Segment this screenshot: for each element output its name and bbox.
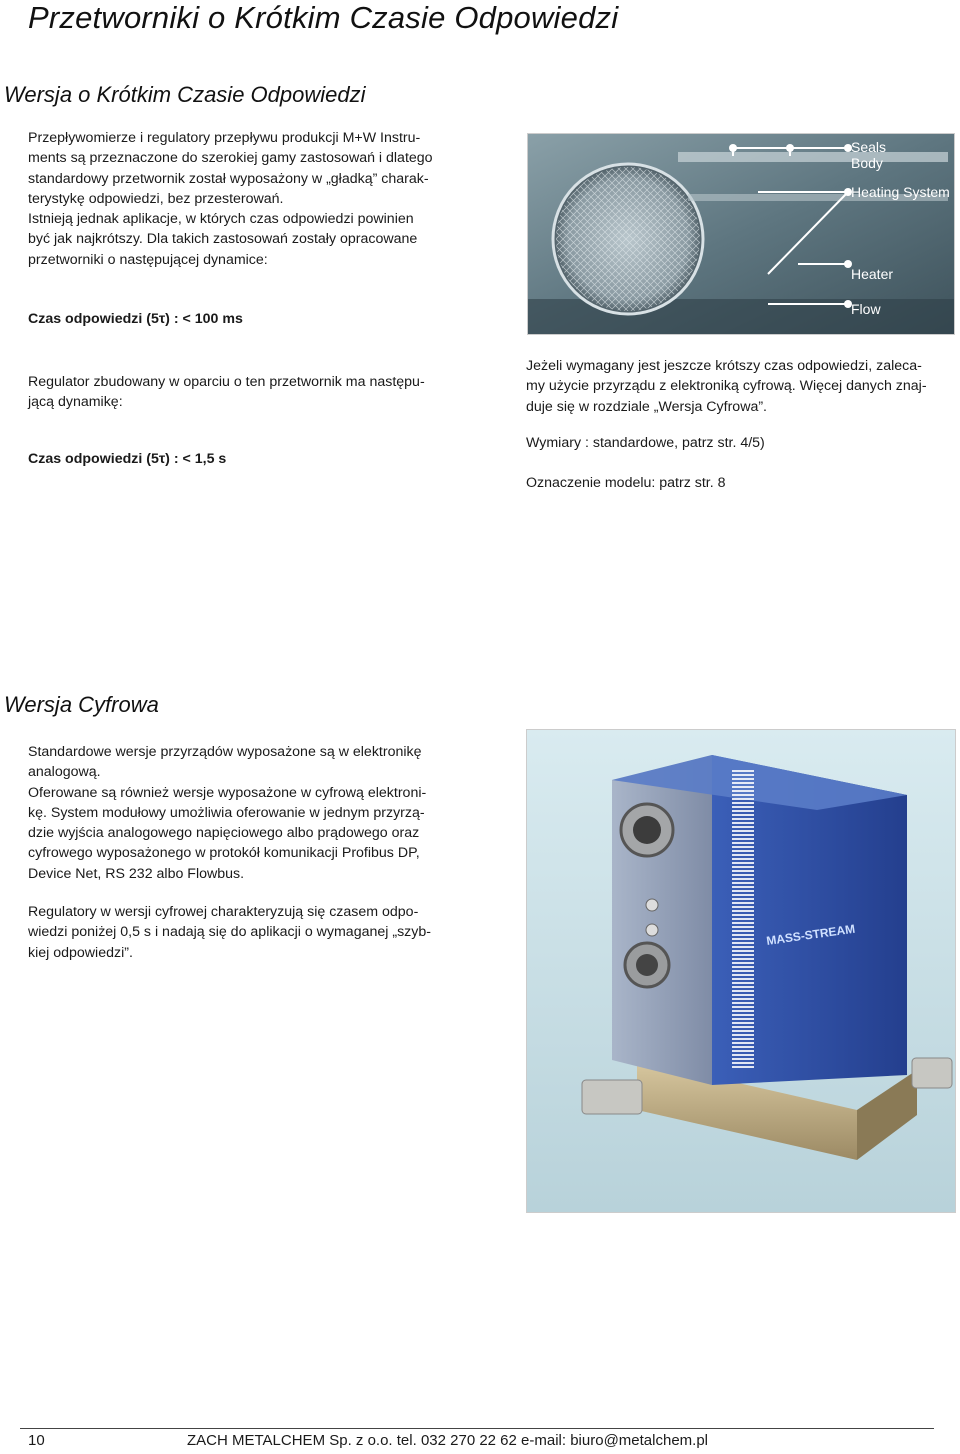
mass-stream-device (527, 730, 955, 1212)
response-time-regulator: Czas odpowiedzi (5τ) : < 1,5 s (28, 451, 227, 467)
right-line: duje się w rozdziale „Wersja Cyfrowa”. (526, 398, 768, 415)
intro-line: terystykę odpowiedzi, bez przesterowań. (28, 190, 284, 207)
digital-line: cyfrowego wyposażonego w protokół komunikacji Profibus DP, (28, 845, 420, 862)
sensor-diagram-photo (527, 133, 955, 335)
intro-line: ments są przeznaczone do szerokiej gamy zastosowań i dlatego (28, 150, 433, 167)
page-title: Przetworniki o Krótkim Czasie Odpowiedzi (28, 0, 619, 35)
digital-line: Regulatory w wersji cyfrowej charakteryzują się czasem odpo- (28, 904, 419, 920)
footer-contact: ZACH METALCHEM Sp. z o.o. tel. 032 270 22 62 e-mail: biuro@metalchem.pl (187, 1432, 708, 1449)
right-fitting (912, 1058, 952, 1088)
intro-line: być jak najkrótszy. Dla takich zastosowań zostały opracowane (28, 231, 418, 248)
digital-line: Oferowane są również wersje wyposażone w cyfrową elektroni- (28, 784, 427, 801)
footer-divider (20, 1428, 934, 1429)
left-fitting (582, 1080, 642, 1114)
intro-line: Przepływomierze i regulatory przepływu produkcji M+W Instru- (28, 130, 421, 146)
digital-line: Standardowe wersje przyrządów wyposażone są w elektronikę (28, 744, 422, 760)
regulator-line: Regulator zbudowany w oparciu o ten przetwornik ma następu- (28, 374, 425, 390)
side-panel (612, 755, 712, 1085)
digital-paragraph-1 (28, 742, 508, 884)
digital-line: analogową. (28, 764, 101, 781)
device-photo (526, 729, 956, 1213)
regulator-paragraph (28, 372, 498, 413)
intro-line: Istnieją jednak aplikacje, w których czas odpowiedzi powinien (28, 211, 414, 228)
model-text: Oznaczenie modelu: patrz str. 8 (526, 475, 726, 491)
sensor-diagram (528, 134, 954, 334)
right-line: my użycie przyrządu z elektroniką cyfrową. Więcej danych znaj- (526, 378, 927, 395)
right-paragraph (526, 356, 956, 417)
label-flow: Flow (851, 301, 881, 317)
right-line: Jeżeli wymagany jest jeszcze krótszy czas odpowiedzi, zaleca- (526, 358, 922, 374)
digital-line: kiej odpowiedzi”. (28, 944, 133, 961)
label-heating-system: Heating System (851, 184, 950, 200)
label-body: Body (851, 155, 883, 171)
regulator-line: jącą dynamikę: (28, 394, 123, 411)
response-time-fast: Czas odpowiedzi (5τ) : < 100 ms (28, 311, 243, 327)
intro-paragraph (28, 128, 498, 270)
label-seals: Seals (851, 139, 887, 155)
digital-line: kę. System modułowy umożliwia oferowanie w jednym przyrzą- (28, 804, 425, 821)
dimensions-text: Wymiary : standardowe, patrz str. 4/5) (526, 435, 765, 451)
intro-line: standardowy przetwornik został wyposażony w „gładką” charak- (28, 170, 429, 187)
section-heading-digital: Wersja Cyfrowa (4, 692, 159, 717)
intro-line: przetworniki o następującej dynamice: (28, 251, 268, 268)
barcode-strip (732, 770, 754, 1070)
digital-paragraph-2 (28, 902, 508, 963)
page-number: 10 (28, 1432, 45, 1449)
section-heading-short-response: Wersja o Krótkim Czasie Odpowiedzi (4, 82, 366, 107)
label-heater: Heater (851, 266, 894, 282)
device-brand-label: MASS-STREAM (765, 921, 856, 948)
digital-line: dzie wyjścia analogowego napięciowego albo prądowego oraz (28, 825, 420, 842)
digital-line: wiedzi poniżej 0,5 s i nadają się do aplikacji o wymaganej „szyb- (28, 924, 431, 941)
digital-line: Device Net, RS 232 albo Flowbus. (28, 865, 245, 882)
